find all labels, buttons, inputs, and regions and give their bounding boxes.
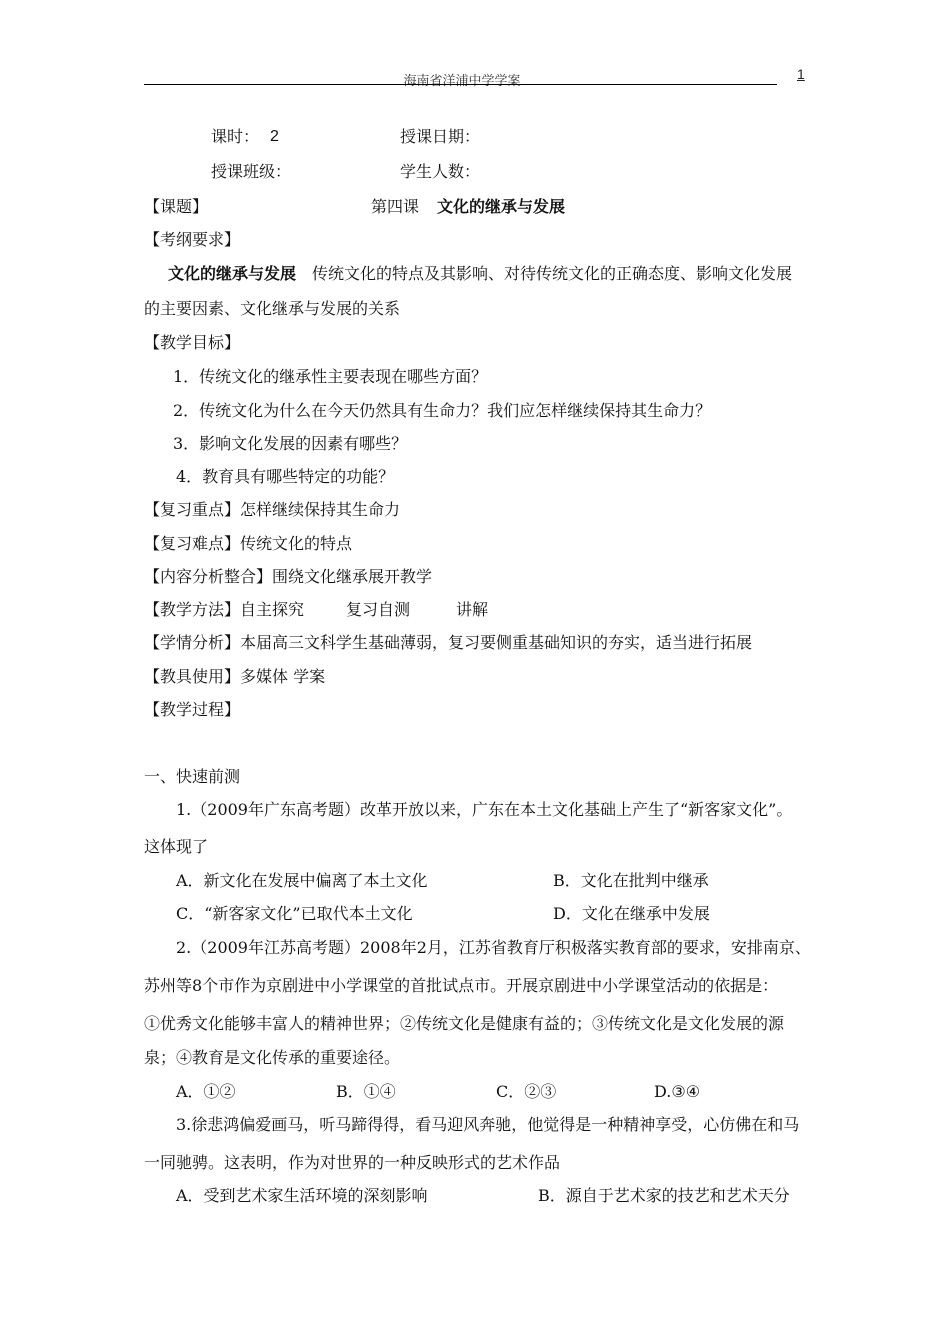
topic-label: 【课题】 <box>144 197 209 216</box>
q2-stem-line: 2.（2009年江苏高考题）2008年2月，江苏省教育厅积极落实教育部的要求，安排南京、 <box>176 938 811 957</box>
review-focus: 【复习重点】怎样继续保持其生命力 <box>144 500 401 519</box>
teaching-method-2: 复习自测 <box>346 600 411 619</box>
review-difficulty: 【复习难点】传统文化的特点 <box>144 534 353 553</box>
q1-stem-line: 这体现了 <box>144 837 209 856</box>
header-rule <box>144 84 777 85</box>
syllabus-label: 【考纲要求】 <box>144 230 241 249</box>
teaching-method-3: 讲解 <box>456 600 489 619</box>
teaching-method: 【教学方法】自主探究 <box>144 600 305 619</box>
q2-stem-line: 苏州等8个市作为京剧进中小学课堂的首批试点市。开展京剧进中小学课堂活动的依据是： <box>144 976 779 995</box>
q3-option-a: A．受到艺术家生活环境的深刻影响 <box>176 1186 428 1205</box>
goal-item: 4．教育具有哪些特定的功能？ <box>176 467 395 486</box>
teaching-process: 【教学过程】 <box>144 700 241 719</box>
q1-option-d: D．文化在继承中发展 <box>553 904 710 923</box>
students-label: 学生人数： <box>400 162 481 181</box>
header-title: 海南省洋浦中学学案 <box>403 74 521 89</box>
q1-stem-line: 1.（2009年广东高考题）改革开放以来，广东在本土文化基础上产生了“新客家文化”。 <box>176 800 793 819</box>
q3-stem-line: 一同驰骋。这表明，作为对世界的一种反映形式的艺术作品 <box>144 1153 561 1172</box>
q2-option-c: C．②③ <box>496 1082 557 1101</box>
q1-option-c: C．“新客家文化”已取代本土文化 <box>176 904 413 923</box>
date-label: 授课日期： <box>400 127 481 146</box>
q2-option-a: A．①② <box>176 1082 236 1101</box>
goal-item: 3．影响文化发展的因素有哪些？ <box>173 434 408 453</box>
page-number: 1 <box>797 66 805 82</box>
q2-stem-line: 泉；④教育是文化传承的重要途径。 <box>144 1048 401 1067</box>
q3-option-b: B．源自于艺术家的技艺和艺术天分 <box>538 1186 790 1205</box>
content-analysis: 【内容分析整合】围绕文化继承展开教学 <box>144 567 433 586</box>
q1-option-b: B．文化在批判中继承 <box>553 871 709 890</box>
topic-lesson: 第四课 <box>371 197 420 216</box>
syllabus-text-2: 的主要因素、文化继承与发展的关系 <box>144 299 401 318</box>
q2-option-b: B．①④ <box>336 1082 396 1101</box>
hours-label: 课时： <box>211 127 260 146</box>
topic-title: 文化的继承与发展 <box>437 197 566 216</box>
goals-label: 【教学目标】 <box>144 333 241 352</box>
syllabus-lead: 文化的继承与发展 <box>168 264 297 283</box>
syllabus-text-1: 传统文化的特点及其影响、对待传统文化的正确态度、影响文化发展 <box>312 264 793 283</box>
q1-option-a: A．新文化在发展中偏离了本土文化 <box>176 871 428 890</box>
goal-item: 2．传统文化为什么在今天仍然具有生命力？我们应怎样继续保持其生命力？ <box>173 401 712 420</box>
q3-stem-line: 3.徐悲鸿偏爱画马，听马蹄得得，看马迎风奔驰，他觉得是一种精神享受，心仿佛在和马 <box>176 1115 800 1134</box>
q2-stem-line: ①优秀文化能够丰富人的精神世界；②传统文化是健康有益的；③传统文化是文化发展的源 <box>144 1014 785 1033</box>
goal-item: 1．传统文化的继承性主要表现在哪些方面？ <box>173 367 488 386</box>
class-label: 授课班级： <box>211 162 292 181</box>
student-analysis: 【学情分析】本届高三文科学生基础薄弱，复习要侧重基础知识的夯实，适当进行拓展 <box>144 633 753 652</box>
hours-value: 2 <box>270 128 279 145</box>
teaching-tools: 【教具使用】多媒体 学案 <box>144 667 326 686</box>
quiz-heading: 一、快速前测 <box>144 767 241 786</box>
q2-option-d: D.③④ <box>654 1082 701 1101</box>
